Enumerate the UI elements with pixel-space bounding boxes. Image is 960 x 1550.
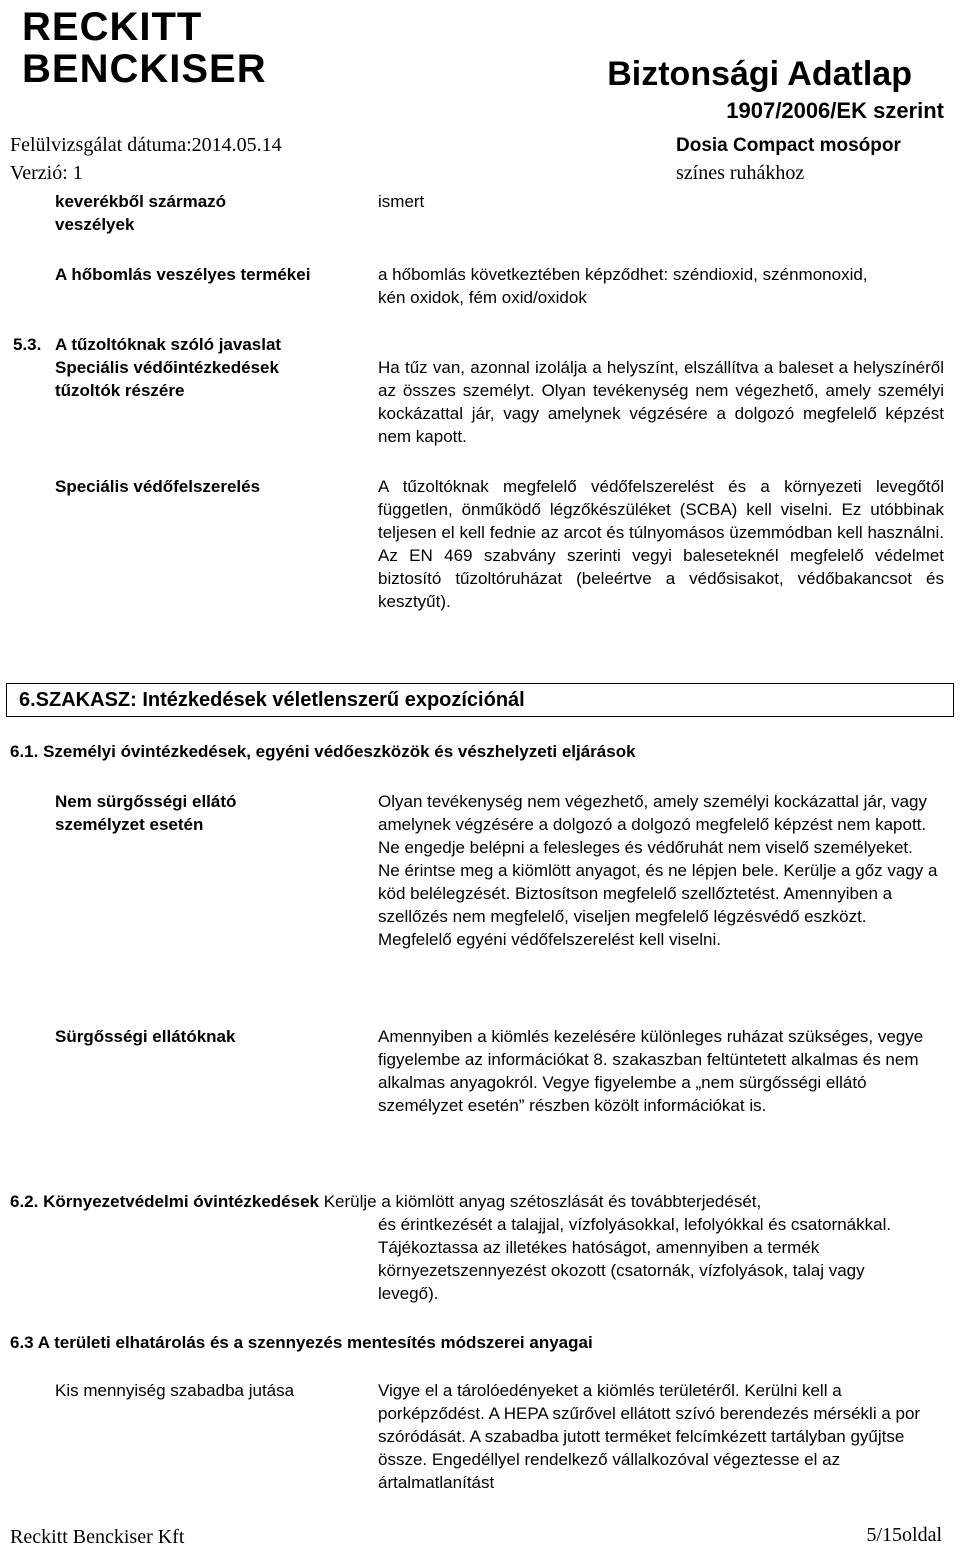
special-measures-value: Ha tűz van, azonnal izolálja a helyszínt, elszállítva a baleset a helyszínéről az összes személyt. Olyan tevékenység nem végezhető, amely személyi kockázattal jár, vagy amelynek végzésére a dolgozó megfelelő képzést nem kapott. [378,358,944,446]
subsection-6-2-title: 6.2. Környezetvédelmi óvintézkedések [10,1192,319,1211]
small-spill-value: Vigye el a tárolóedényeket a kiömlés területéről. Kerülni kell a porképződést. A HEPA szűrővel ellátott szívó berendezés mérsékli a por szóródását. A szabadba jutott terméket felcímkézett tartályban gyűjtse össze. Engedéllyel rendelkező vállalkozóval végeztesse el az ártalmatlanítást [378,1381,921,1492]
subsection-6-2-text: és érintkezését a talajjal, vízfolyásokkal, lefolyókkal és csatornákkal. Tájékoztassa az illetékes hatóságot, amennyiben a termék környezetszennyezést okozott (csatornák, vízfolyások, talaj vagy levegő). [378,1215,892,1303]
special-measures-label: Speciális védőintézkedések tűzoltók részére [55,358,279,400]
advice-title: A tűzoltóknak szóló javaslat [55,335,282,354]
non-emergency-value: Olyan tevékenység nem végezhető, amely személyi kockázattal jár, vagy amelynek végzésére a dolgozó a dolgozó megfelelő képzést nem kapott. Ne engedje belépni a felesleges és védőruhát nem viselő személyeket. Ne érintse meg a kiömlött anyagot, és ne lépjen bele. Kerülje a gőz vagy a köd belélegzését. Biztosítson megfelelő szellőztetést. Amennyiben a szellőzés nem megfelelő, viseljen megfelelő légzésvédő eszközt. Megfelelő egyéni védőfelszerelést kell viselni. [378,792,938,949]
logo-line-1: RECKITT [22,5,203,49]
subsection-6-2-first-line: Kerülje a kiömlött anyag szétoszlását és továbbterjedését, [323,1192,762,1211]
product-name: Dosia Compact mosópor [676,135,901,156]
section-6-title: 6.SZAKASZ: Intézkedések véletlenszerű expozíciónál [19,689,525,711]
advice-number: 5.3. [13,335,42,354]
logo-line-2: BENCKISER [22,47,267,91]
regulation-ref: 1907/2006/EK szerint [726,98,944,123]
hazards-label: keverékből származó veszélyek [55,192,227,234]
section-6-header [6,683,954,717]
review-date: Felülvizsgálat dátuma:2014.05.14 [10,134,282,156]
decomposition-label: A hőbomlás veszélyes termékei [55,265,311,284]
equipment-value: A tűzoltóknak megfelelő védőfelszerelést és a környezeti levegőtől független, önműködő légzőkészüléket (SCBA) kell viselni. Ez utóbbinak teljesen el kell fednie az arcot és túlnyomásos üzemmódban kell használni. Az EN 469 szabvány szerinti vegyi baleseteknél megfelelő védelmet biztosító tűzoltóruházat (beleértve a védősisakot, védőbakancsot és kesztyűt). [378,477,944,611]
emergency-value: Amennyiben a kiömlés kezelésére különleges ruházat szükséges, vegye figyelembe az információkat 8. szakaszban feltüntetett alkalmas és nem alkalmas anyagokról. Vegye figyelembe a „nem sürgősségi ellátó személyzet esetén” részben közölt információkat is. [378,1027,924,1115]
company-logo [22,5,267,91]
subsection-6-1-title: 6.1. Személyi óvintézkedések, egyéni védőeszközök és vészhelyzeti eljárások [10,742,636,761]
non-emergency-label: Nem sürgősségi ellátó személyzet esetén [55,792,237,834]
document-title: Biztonsági Adatlap [607,55,912,93]
version: Verzió: 1 [10,162,83,184]
hazards-value: ismert [378,192,425,211]
decomposition-value: a hőbomlás következtében képződhet: széndioxid, szénmonoxid, kén oxidok, fém oxid/oxidok [378,265,868,307]
subsection-6-3-title: 6.3 A területi elhatárolás és a szennyezés mentesítés módszerei anyagai [10,1333,593,1352]
footer-company: Reckitt Benckiser Kft [10,1526,185,1548]
small-spill-label: Kis mennyiség szabadba jutása [55,1381,295,1400]
product-subtitle: színes ruhákhoz [676,162,805,184]
page-number: 5/15oldal [866,1524,942,1546]
subsection-6-2 [10,1190,950,1213]
equipment-label: Speciális védőfelszerelés [55,477,261,496]
emergency-label: Sürgősségi ellátóknak [55,1027,236,1046]
